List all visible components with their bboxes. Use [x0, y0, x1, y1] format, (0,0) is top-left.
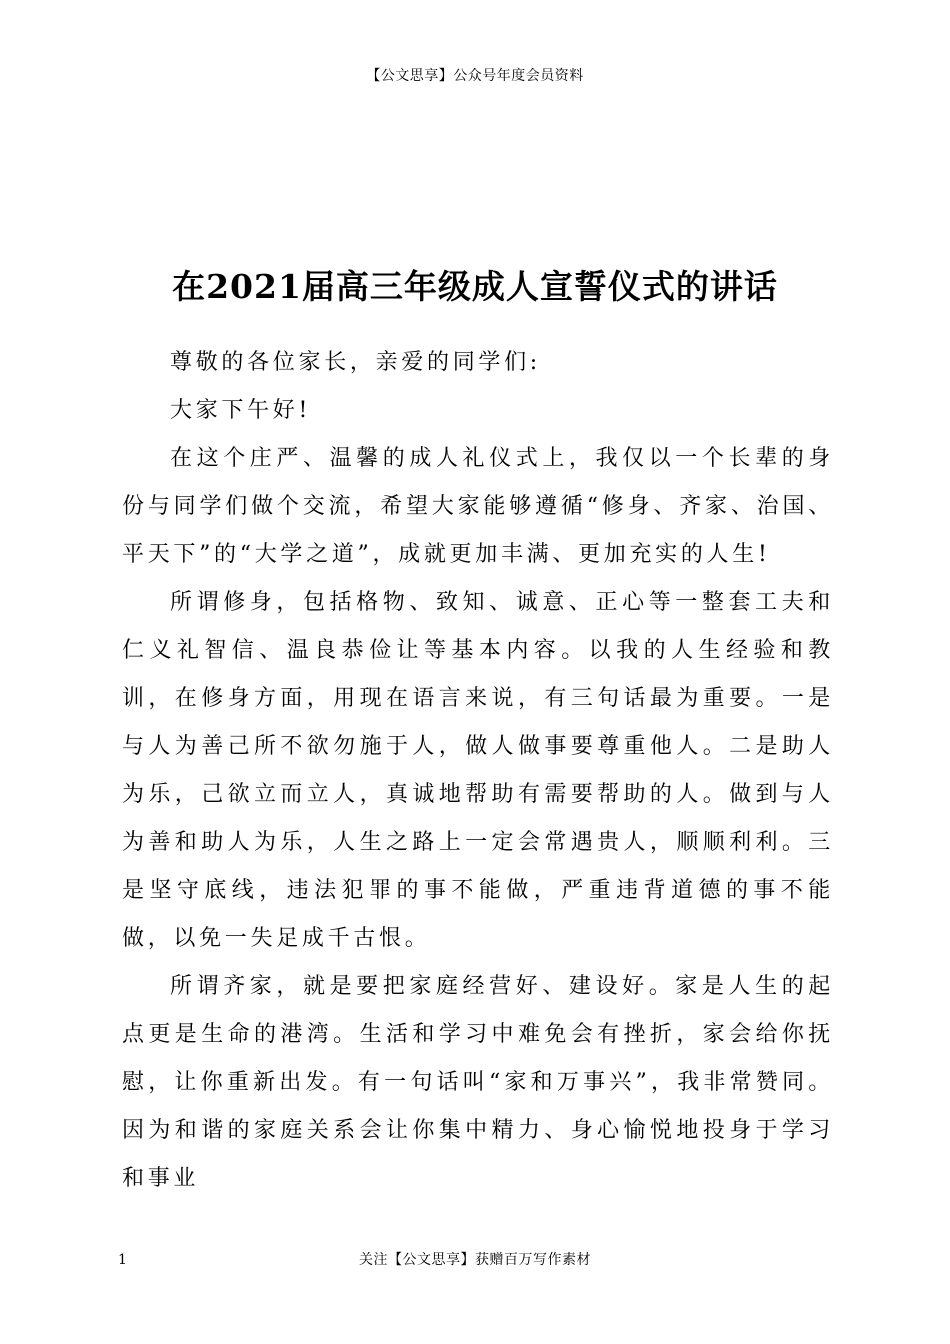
intro-paragraph: 在这个庄严、温馨的成人礼仪式上，我仅以一个长辈的身份与同学们做个交流，希望大家能够遵循“修身、齐家、治国、平天下”的“大学之道”，成就更加丰满、更加充实的人生! [122, 446, 834, 567]
self-cultivation-paragraph: 所谓修身，包括格物、致知、诚意、正心等一整套工夫和仁义礼智信、温良恭俭让等基本内容。以我的人生经验和教训，在修身方面，用现在语言来说，有三句话最为重要。一是与人为善己所不欲勿施于人，做人做事要尊重他人。二是助人为乐，己欲立而立人，真诚地帮助有需要帮助的人。做到与人为善和助人为乐，人生之路上一定会常遇贵人，顺顺利利。三是坚守底线，违法犯罪的事不能做，严重违背道德的事不能做，以免一失足成千古恨。 [122, 590, 834, 951]
greeting-paragraph: 大家下午好! [170, 398, 312, 423]
page-number: 1 [118, 1252, 127, 1268]
family-paragraph: 所谓齐家，就是要把家庭经营好、建设好。家是人生的起点更是生命的港湾。生活和学习中难免会有挫折，家会给你抚慰，让你重新出发。有一句话叫“家和万事兴”，我非常赞同。因为和谐的家庭关系会让你集中精力、身心愉悦地投身于学习和事业 [122, 974, 834, 1191]
salutation-paragraph: 尊敬的各位家长，亲爱的同学们: [170, 350, 541, 375]
page-footer: 关注【公文思享】获赠百万写作素材 [359, 1252, 591, 1268]
page-header: 【公文思享】公众号年度会员资料 [366, 68, 584, 84]
document-title: 在2021届高三年级成人宣誓仪式的讲话 [172, 267, 778, 306]
document-body [122, 339, 834, 1203]
